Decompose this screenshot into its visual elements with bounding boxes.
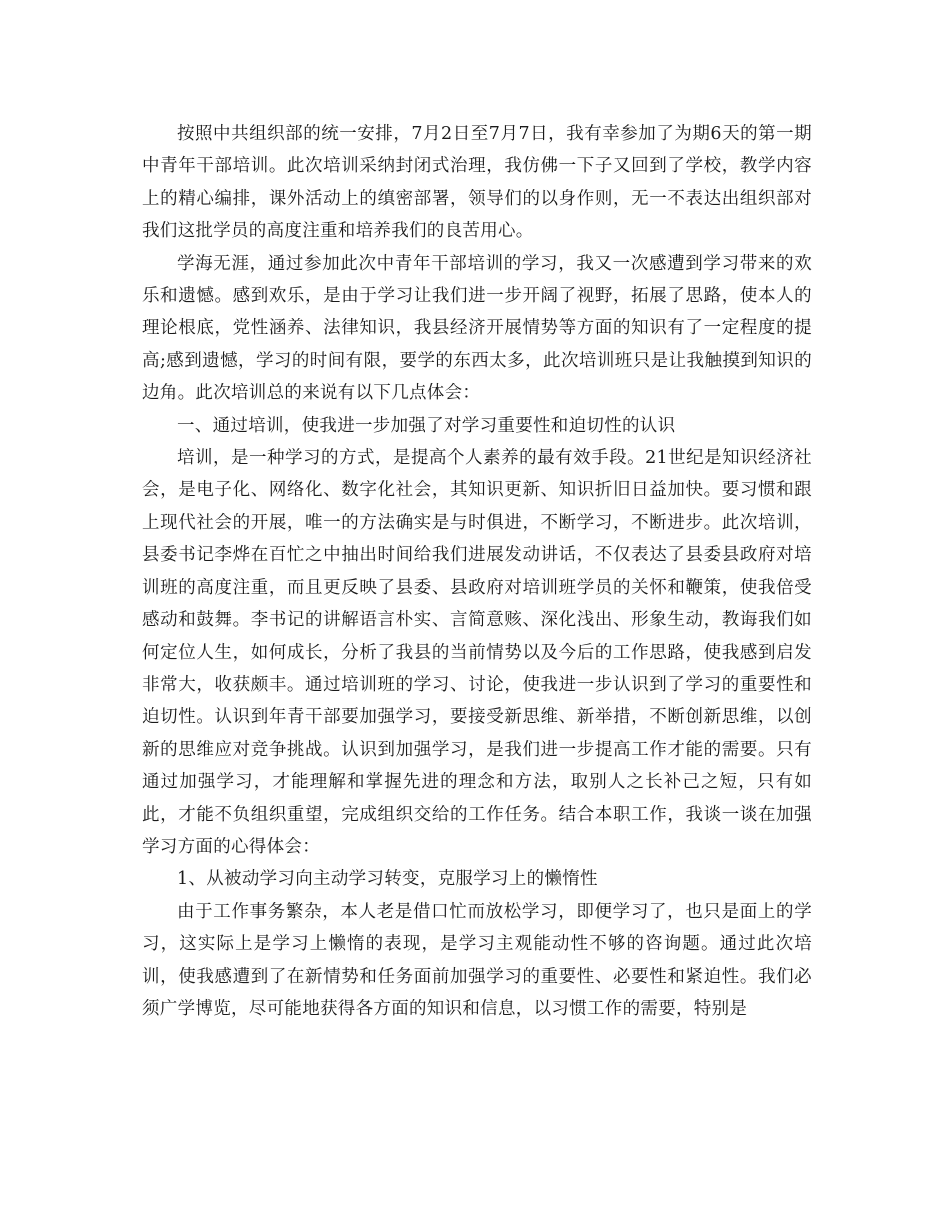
section-heading-1: 一、通过培训，使我进一步加强了对学习重要性和迫切性的认识	[177, 415, 676, 436]
paragraph-active-learning: 由于工作事务繁杂，本人老是借口忙而放松学习，即便学习了，也只是面上的学习，这实际上是学习上懒惰的表现，是学习主观能动性不够的咨询题。通过此次培训，使我感遭到了在新情势和任务面前加强学习的重要性、必要性和紧迫性。我们必须广学博览，尽可能地获得各方面的知识和信息，以习惯工作的需要，特别是	[142, 901, 812, 1019]
paragraph-training: 培训，是一种学习的方式，是提高个人素养的最有效手段。21世纪是知识经济社会，是电子化、网络化、数字化社会，其知识更新、知识折旧日益加快。要习惯和跟上现代社会的开展，唯一的方法确实是与时俱进，不断学习，不断进步。此次培训，县委书记李烨在百忙之中抽出时间给我们进展发动讲话，不仅表达了县委县政府对培训班的高度注重，而且更反映了县委、县政府对培训班学员的关怀和鞭策，使我倍受感动和鼓舞。李书记的讲解语言朴实、言简意赅、深化浅出、形象生动，教诲我们如何定位人生，如何成长，分析了我县的当前情势以及今后的工作思路，使我感到启发非常大，收获颇丰。通过培训班的学习、讨论，使我进一步认识到了学习的重要性和迫切性。认识到年青干部要加强学习，要接受新思维、新举措，不断创新思维，以创新的思维应对竞争挑战。认识到加强学习，是我们进一步提高工作才能的需要。只有通过加强学习，才能理解和掌握先进的理念和方法，取别人之长补己之短，只有如此，才能不负组织重望，完成组织交给的工作任务。结合本职工作，我谈一谈在加强学习方面的心得体会：	[142, 448, 812, 857]
paragraph-intro: 按照中共组织部的统一安排，7月2日至7月7日，我有幸参加了为期6天的第一期中青年干部培训。此次培训采纳封闭式治理，我仿佛一下子又回到了学校，教学内容上的精心编排，课外活动上的缜密部署，领导们的以身作则，无一不表达出组织部对我们这批学员的高度注重和培养我们的良苦用心。	[142, 124, 812, 242]
subsection-heading-1: 1、从被动学习向主动学习转变，克服学习上的懒惰性	[177, 869, 598, 890]
paragraph-reflection: 学海无涯，通过参加此次中青年干部培训的学习，我又一次感遭到学习带来的欢乐和遗憾。感到欢乐，是由于学习让我们进一步开阔了视野，拓展了思路，使本人的理论根底，党性涵养、法律知识，我县经济开展情势等方面的知识有了一定程度的提高;感到遗憾，学习的时间有限，要学的东西太多，此次培训班只是让我触摸到知识的边角。此次培训总的来说有以下几点体会：	[142, 253, 812, 404]
document-body	[142, 118, 812, 1025]
